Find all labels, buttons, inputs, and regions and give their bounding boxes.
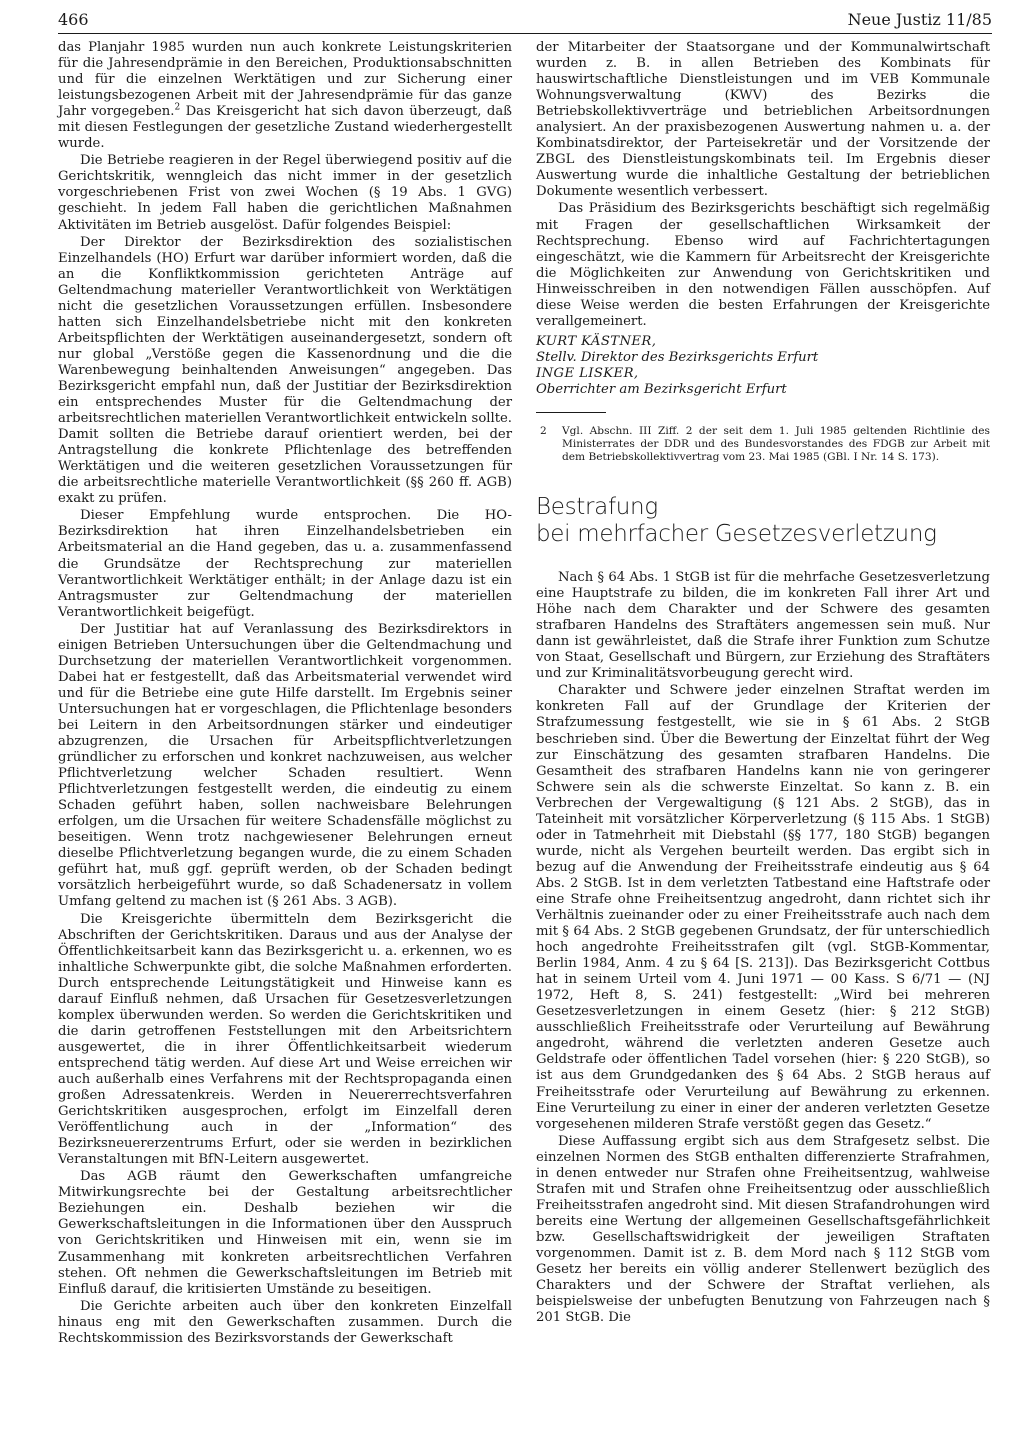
footnote-rule [536, 412, 606, 413]
footnote-mark: 2 [540, 425, 547, 438]
header-rule [58, 33, 992, 34]
article-title-line: bei mehrfacher Gesetzesverletzung [536, 521, 937, 548]
paragraph: Die Kreisgerichte übermitteln dem Bezirksgericht die Abschriften der Gerichtskritiken. Daraus und aus der Analyse der Öffentlichkeitsarbeit kann das Bezirksgericht u. a. erkennen, wo es inhaltliche Schwerpunkte gibt, die solche Maßnahmen erforderten. Durch entsprechende Leitungstätigkeit und Hinweise kann es darauf Einfluß nehmen, daß Ursachen für Gesetzesverletzungen komplex überwunden werden. So werden die Gerichtskritiken und die darin getroffenen Feststellungen mit den Arbeitsrichtern ausgewertet, die in ihrer Öffentlichkeitsarbeit wiederum entsprechend tätig werden. Auf diese Art und Weise erreichen wir auch außerhalb eines Verfahrens mit der Rechtspropaganda einen großen Adressatenkreis. Werden in Neuererrechtsverfahren Gerichtskritiken ausgesprochen, erfolgt im Einzelfall deren Veröffentlichung auch in der „Information“ des Bezirksneuererzentrums Erfurt, oder sie werden in bezirklichen Veranstaltungen mit BfN-Leitern ausgewertet. [58, 911, 512, 1168]
paragraph: der Mitarbeiter der Staatsorgane und der Kommunalwirtschaft wurden z. B. in allen Betrieben des Kombinats für hauswirtschaftliche Dienstleistungen und im VEB Kommunale Wohnungsverwaltung (KWV) des Bezirks die Betriebskollektivverträge und betrieblichen Arbeitsordnungen analysiert. An der praxisbezogenen Auswertung nahmen u. a. der Kombinatsdirektor, der Parteisekretär und der Vorsitzende der ZBGL des Dienstleistungskombinats teil. Im Ergebnis dieser Auswertung wurde die inhaltliche Gestaltung der betrieblichen Dokumente wesentlich verbessert. [536, 40, 990, 200]
paragraph: Die Betriebe reagieren in der Regel überwiegend positiv auf die Gerichtskritik, wenngleich das nicht immer in der gesetzlich vorgeschriebenen Frist von zwei Wochen (§ 19 Abs. 1 GVG) geschieht. In jedem Fall haben die gerichtlichen Maßnahmen Aktivitäten im Betrieb ausgelöst. Dafür folgendes Beispiel: [58, 153, 512, 233]
paragraph: Die Gerichte arbeiten auch über den konkreten Einzelfall hinaus eng mit den Gewerkschaften zusammen. Durch die Rechtskommission des Bezirksvorstands der Gewerkschaft [58, 1298, 512, 1346]
author-name: KURT KÄSTNER, [536, 333, 657, 349]
paragraph: Dieser Empfehlung wurde entsprochen. Die HO-Bezirksdirektion hat ihren Einzelhandelsbetrieben ein Arbeitsmaterial an die Hand gegeben, das u. a. zusammenfassend die Grundsätze der Rechtsprechung zur materiellen Verantwortlichkeit Werktätiger enthält; in der Anlage dazu ist ein Antragsmuster zur Geltendmachung der materiellen Verantwortlichkeit beigefügt. [58, 508, 512, 620]
page-number: 466 [58, 10, 89, 29]
right-column [536, 40, 990, 1327]
signature-block [536, 334, 990, 398]
author-title: Stellv. Direktor des Bezirksgerichts Erfurt [536, 349, 819, 365]
paragraph: das Planjahr 1985 wurden nun auch konkrete Leistungskriterien für die Jahresendprämie in den Bereichen, Produktionsabschnitten und für die einzelnen Werktätigen und zur Sicherung einer leistungsbezogenen Arbeit mit der Jahresendprämie für das ganze Jahr vorgegeben.$^2$ Das Kreisgericht hat sich davon überzeugt, daß mit diesen Festlegungen der gesetzliche Zustand wiederhergestellt wurde. [58, 40, 512, 152]
paragraph: Charakter und Schwere jeder einzelnen Straftat werden im konkreten Fall auf der Grundlage der Kriterien der Strafzumessung festgestellt, wie sie in § 61 Abs. 2 StGB beschrieben sind. Über die Bewertung der Einzeltat führt der Weg zur Einschätzung des gesamten strafbaren Handelns. Die Gesamtheit des strafbaren Handelns kann nie von geringerer Schwere sein als die schwerste Einzeltat. So kann z. B. ein Verbrechen der Vergewaltigung (§ 121 Abs. 2 StGB), das in Tateinheit mit vorsätzlicher Körperverletzung (§ 115 Abs. 1 StGB) oder in Tatmehrheit mit Diebstahl (§§ 177, 180 StGB) begangen wurde, nicht als Vergehen beurteilt werden. Das ergibt sich in bezug auf die Anwendung der Freiheitsstrafe eindeutig aus § 64 Abs. 2 StGB. Ist in dem verletzten Tatbestand eine Haftstrafe oder eine Strafe ohne Freiheitsentzug angedroht, dann richtet sich ihr Verhältnis zueinander oder zu einer Freiheitsstrafe auch nach dem mit § 64 Abs. 2 StGB gegebenen Grundsatz, der für unterschiedlich hoch angedrohte Freiheitsstrafen gilt (vgl. StGB-Kommentar, Berlin 1984, Anm. 4 zu § 64 [S. 213]). Das Bezirksgericht Cottbus hat in seinem Urteil vom 4. Juni 1971 — 00 Kass. S 6/71 — (NJ 1972, Heft 8, S. 241) festgestellt: „Wird bei mehreren Gesetzesverletzungen in einem Gesetz (hier: § 212 StGB) ausschließlich Freiheitsstrafe oder Verurteilung auf Bewährung angedroht, während die verletzten anderen Gesetze auch Geldstrafe oder öffentlichen Tadel vorsehen (hier: § 220 StGB), so ist aus dem Grundgedanken des § 64 Abs. 2 StGB heraus auf Freiheitsstrafe oder Verurteilung auf Bewährung zu erkennen. Eine Verurteilung zu einer in einer der anderen verletzten Gesetze vorgesehenen milderen Strafe verstößt gegen das Gesetz.“ [536, 683, 990, 1132]
paragraph: Das AGB räumt den Gewerkschaften umfangreiche Mitwirkungsrechte bei der Gestaltung arbeitsrechtlicher Beziehungen ein. Deshalb beziehen wir die Gewerkschaftsleitungen in die Informationen über den Ausspruch von Gerichtskritiken und Hinweisen mit ein, wenn sie im Zusammenhang mit konkreten arbeitsrechtlichen Verfahren stehen. Oft nehmen die Gewerkschaftsleitungen im Betrieb mit Einfluß darauf, die kritisierten Umstände zu beseitigen. [58, 1169, 512, 1297]
article-title [536, 494, 990, 548]
footnote-text: Vgl. Abschn. III Ziff. 2 der seit dem 1. Juli 1985 geltenden Richtlinie des Ministerrates der DDR und des Bundesvorstandes des FDGB zur Arbeit mit dem Betriebskollektivvertrag vom 23. Mai 1985 (GBl. I Nr. 14 S. 173). [562, 425, 990, 464]
footnote [536, 425, 990, 464]
article-title-line: Bestrafung [536, 494, 658, 521]
paragraph: Der Direktor der Bezirksdirektion des sozialistischen Einzelhandels (HO) Erfurt war darüber informiert worden, daß die an die Konfliktkommission gerichteten Anträge auf Geltendmachung materieller Verantwortlichkeit von Werktätigen nicht die gesetzlichen Voraussetzungen erfüllen. Insbesondere hatten sich Einzelhandelsbetriebe nicht mit den konkreten Arbeitspflichten der Werktätigen auseinandergesetzt, sondern oft nur global „Verstöße gegen die Kassenordnung und die die Warenbewegung beinhaltenden Anweisungen“ angegeben. Das Bezirksgericht empfahl nun, daß der Justitiar der Bezirksdirektion ein entsprechendes Muster für die Geltendmachung der arbeitsrechtlichen materiellen Verantwortlichkeit entwickeln sollte. Damit sollten die Betriebe darauf orientiert werden, bei der Antragstellung die konkrete Pflichtenlage des betreffenden Werktätigen und die weiteren gesetzlichen Voraussetzungen für die arbeitsrechtliche materielle Verantwortlichkeit (§§ 260 ff. AGB) exakt zu prüfen. [58, 234, 512, 507]
author-title: Oberrichter am Bezirksgericht Erfurt [536, 381, 787, 397]
footnote-reference: 2 [174, 102, 181, 113]
paragraph: Das Präsidium des Bezirksgerichts beschäftigt sich regelmäßig mit Fragen der gesellschaftlichen Wirksamkeit der Rechtsprechung. Ebenso wird auf Fachrichtertagungen eingeschätzt, wie die Kammern für Arbeitsrecht der Kreisgerichte die Möglichkeiten zur Anwendung von Gerichtskritiken und Hinweisschreiben in den notwendigen Fällen ausschöpfen. Auf diese Weise werden die besten Erfahrungen der Kreisgerichte verallgemeinert. [536, 201, 990, 329]
author-name: INGE LISKER, [536, 365, 639, 381]
paragraph: Nach § 64 Abs. 1 StGB ist für die mehrfache Gesetzesverletzung eine Hauptstrafe zu bilden, die im konkreten Fall ihrer Art und Höhe nach dem Charakter und der Schwere des gesamten strafbaren Handelns des Straftäters angemessen sein muß. Nur dann ist gewährleistet, daß die Strafe ihrer Funktion zum Schutze von Staat, Gesellschaft und Bürgern, zur Erziehung des Straftäters und zur Kriminalitätsvorbeugung gerecht wird. [536, 570, 990, 682]
left-column [58, 40, 512, 1348]
running-header: Neue Justiz 11/85 [847, 10, 992, 29]
paragraph: Der Justitiar hat auf Veranlassung des Bezirksdirektors in einigen Betrieben Untersuchungen über die Geltendmachung und Durchsetzung der materiellen Verantwortlichkeit vorgenommen. Dabei hat er festgestellt, daß das Arbeitsmaterial verwendet wird und für die Betriebe eine gute Hilfe darstellt. Im Ergebnis seiner Untersuchungen hat er vorgeschlagen, die Pflichtenlage besonders bei Leitern in den Arbeitsordnungen stärker und eindeutiger abzugrenzen, die Ursachen für Arbeitspflichtverletzungen gründlicher zu erforschen und konkret nachzuweisen, aus welcher Pflichtverletzung welcher Schaden resultiert. Wenn Pflichtverletzungen festgestellt werden, die eindeutig zu einem Schaden geführt haben, sollen nachweisbare Belehrungen erfolgen, um die Ursachen für weitere Schadensfälle möglichst zu beseitigen. Wenn trotz nachgewiesener Belehrungen erneut dieselbe Pflichtverletzung begangen wurde, die zu einem Schaden geführt hat, muß ggf. geprüft werden, ob der Schaden bedingt vorsätzlich herbeigeführt wurde, so daß Schadenersatz in vollem Umfang geltend zu machen ist (§ 261 Abs. 3 AGB). [58, 621, 512, 910]
paragraph: Diese Auffassung ergibt sich aus dem Strafgesetz selbst. Die einzelnen Normen des StGB enthalten differenzierte Strafrahmen, in denen entweder nur Strafen ohne Freiheitsentzug, wahlweise Strafen mit und Strafen ohne Freiheitsentzug oder ausschließlich Freiheitsstrafen angedroht sind. Mit diesen Strafandrohungen wird bereits eine Wertung der allgemeinen Gesellschaftsgefährlichkeit bzw. Gesellschaftswidrigkeit der jeweiligen Straftaten vorgenommen. Damit ist z. B. dem Mord nach § 112 StGB vom Gesetz her bereits ein völlig anderer Stellenwert bezüglich des Charakters und der Schwere der Straftat verliehen, als beispielsweise der unbefugten Benutzung von Fahrzeugen nach § 201 StGB. Die [536, 1133, 990, 1326]
